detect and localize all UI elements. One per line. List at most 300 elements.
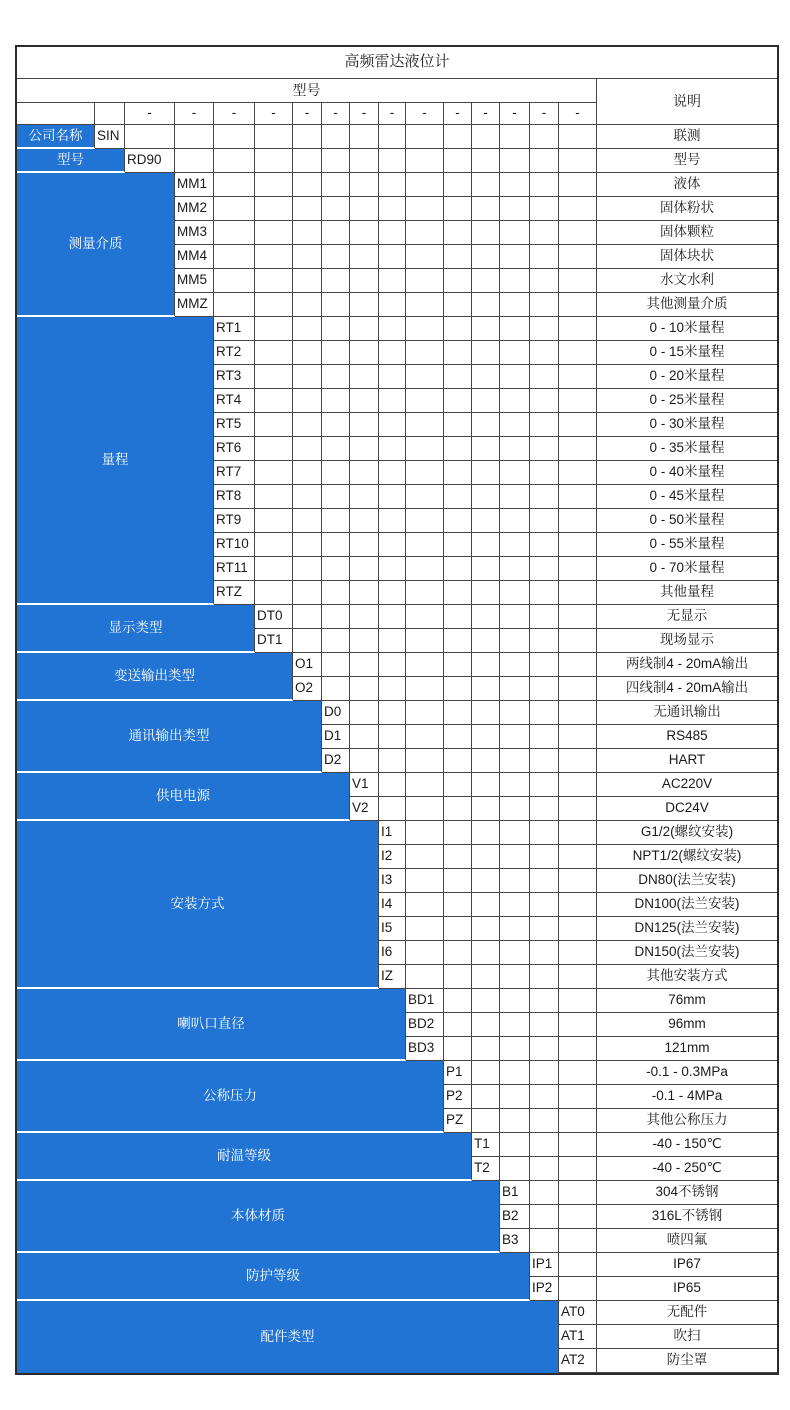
empty-grid-cell (530, 197, 559, 221)
empty-grid-cell (406, 725, 444, 749)
empty-grid-cell (293, 557, 322, 581)
code-cell: MM1 (175, 173, 214, 197)
empty-grid-cell (350, 317, 379, 341)
empty-grid-cell (500, 773, 530, 797)
empty-grid-cell (406, 365, 444, 389)
empty-grid-cell (444, 365, 472, 389)
code-cell: RT2 (214, 341, 255, 365)
empty-grid-cell (350, 293, 379, 317)
empty-grid-cell (559, 581, 597, 605)
empty-grid-cell (559, 413, 597, 437)
description-cell: 液体 (597, 173, 777, 197)
code-cell: D1 (322, 725, 350, 749)
empty-grid-cell (350, 701, 379, 725)
empty-grid-cell (559, 821, 597, 845)
empty-grid-cell (530, 125, 559, 149)
empty-grid-cell (559, 437, 597, 461)
empty-grid-cell (379, 509, 406, 533)
empty-grid-cell (500, 1037, 530, 1061)
description-cell: 四线制4 - 20mA输出 (597, 677, 777, 701)
empty-grid-cell (214, 197, 255, 221)
empty-grid-cell (322, 629, 350, 653)
description-cell: 无通讯输出 (597, 701, 777, 725)
empty-grid-cell (530, 965, 559, 989)
empty-grid-cell (500, 965, 530, 989)
description-cell: 76mm (597, 989, 777, 1013)
code-cell: BD2 (406, 1013, 444, 1037)
empty-grid-cell (350, 653, 379, 677)
table-row (17, 701, 777, 725)
empty-grid-cell (379, 125, 406, 149)
empty-grid-cell (293, 173, 322, 197)
separator-dash-cell: - (500, 103, 530, 125)
empty-grid-cell (472, 221, 500, 245)
empty-grid-cell (379, 365, 406, 389)
empty-grid-cell (444, 989, 472, 1013)
code-cell: V1 (350, 773, 379, 797)
empty-grid-cell (255, 581, 293, 605)
empty-grid-cell (530, 677, 559, 701)
empty-grid-cell (350, 581, 379, 605)
code-cell: I3 (379, 869, 406, 893)
empty-grid-cell (293, 125, 322, 149)
code-cell: RT4 (214, 389, 255, 413)
empty-grid-cell (175, 149, 214, 173)
empty-grid-cell (559, 509, 597, 533)
empty-grid-cell (293, 197, 322, 221)
empty-grid-cell (530, 1205, 559, 1229)
table-row (17, 1301, 777, 1325)
empty-grid-cell (559, 533, 597, 557)
empty-grid-cell (472, 749, 500, 773)
empty-grid-cell (350, 725, 379, 749)
empty-grid-cell (500, 1013, 530, 1037)
code-cell: RT1 (214, 317, 255, 341)
empty-grid-cell (472, 1061, 500, 1085)
empty-grid-cell (214, 293, 255, 317)
empty-grid-cell (500, 413, 530, 437)
empty-grid-cell (444, 1013, 472, 1037)
empty-grid-cell (500, 269, 530, 293)
empty-grid-cell (350, 557, 379, 581)
empty-grid-cell (559, 917, 597, 941)
empty-grid-cell (559, 317, 597, 341)
empty-grid-cell (350, 245, 379, 269)
code-cell: RT8 (214, 485, 255, 509)
code-cell: MMZ (175, 293, 214, 317)
empty-grid-cell (406, 197, 444, 221)
empty-grid-cell (322, 365, 350, 389)
description-cell: 喷四氟 (597, 1229, 777, 1253)
empty-grid-cell (530, 365, 559, 389)
empty-grid-cell (293, 605, 322, 629)
empty-grid-cell (322, 149, 350, 173)
category-label-cell: 测量介质 (17, 173, 175, 317)
description-cell: 吹扫 (597, 1325, 777, 1349)
code-cell: I6 (379, 941, 406, 965)
description-cell: 0 - 35米量程 (597, 437, 777, 461)
empty-grid-cell (444, 317, 472, 341)
empty-grid-cell (472, 677, 500, 701)
empty-grid-cell (322, 125, 350, 149)
description-cell: 两线制4 - 20mA输出 (597, 653, 777, 677)
code-cell: DT0 (255, 605, 293, 629)
empty-grid-cell (530, 1133, 559, 1157)
empty-grid-cell (500, 845, 530, 869)
empty-grid-cell (350, 677, 379, 701)
category-label-cell: 防护等级 (17, 1253, 530, 1301)
empty-grid-cell (500, 149, 530, 173)
empty-grid-cell (406, 605, 444, 629)
empty-grid-cell (406, 389, 444, 413)
empty-grid-cell (255, 293, 293, 317)
empty-grid-cell (530, 821, 559, 845)
empty-grid-cell (406, 821, 444, 845)
empty-grid-cell (444, 821, 472, 845)
code-cell: AT2 (559, 1349, 597, 1373)
empty-grid-cell (530, 941, 559, 965)
empty-grid-cell (379, 245, 406, 269)
empty-grid-cell (444, 461, 472, 485)
empty-grid-cell (255, 413, 293, 437)
separator-dash-cell: - (322, 103, 350, 125)
empty-grid-cell (125, 125, 175, 149)
code-cell: AT0 (559, 1301, 597, 1325)
code-cell: O1 (293, 653, 322, 677)
empty-grid-cell (472, 605, 500, 629)
empty-grid-cell (379, 269, 406, 293)
empty-grid-cell (472, 245, 500, 269)
empty-grid-cell (350, 221, 379, 245)
empty-grid-cell (379, 221, 406, 245)
empty-grid-cell (530, 149, 559, 173)
code-cell: PZ (444, 1109, 472, 1133)
empty-grid-cell (530, 509, 559, 533)
empty-grid-cell (444, 245, 472, 269)
empty-grid-cell (559, 677, 597, 701)
empty-grid-cell (406, 845, 444, 869)
empty-grid-cell (472, 557, 500, 581)
empty-grid-cell (406, 773, 444, 797)
empty-grid-cell (472, 269, 500, 293)
description-cell: 96mm (597, 1013, 777, 1037)
empty-grid-cell (500, 869, 530, 893)
empty-grid-cell (500, 941, 530, 965)
table-row (17, 1061, 777, 1085)
empty-grid-cell (350, 269, 379, 293)
empty-grid-cell (472, 653, 500, 677)
empty-grid-cell (406, 677, 444, 701)
empty-grid-cell (322, 413, 350, 437)
description-cell: 0 - 20米量程 (597, 365, 777, 389)
empty-grid-cell (379, 749, 406, 773)
empty-grid-cell (350, 461, 379, 485)
code-cell: MM4 (175, 245, 214, 269)
empty-grid-cell (350, 149, 379, 173)
empty-grid-cell (379, 533, 406, 557)
empty-grid-cell (322, 173, 350, 197)
category-label-cell: 公司名称 (17, 125, 95, 149)
separator-dash-cell: - (175, 103, 214, 125)
empty-grid-cell (444, 653, 472, 677)
empty-grid-cell (530, 1085, 559, 1109)
category-label-cell: 变送输出类型 (17, 653, 293, 701)
description-cell: 0 - 40米量程 (597, 461, 777, 485)
description-cell: 型号 (597, 149, 777, 173)
empty-grid-cell (530, 485, 559, 509)
empty-grid-cell (500, 677, 530, 701)
empty-grid-cell (350, 749, 379, 773)
empty-grid-cell (444, 389, 472, 413)
empty-grid-cell (406, 221, 444, 245)
empty-grid-cell (255, 341, 293, 365)
table-row (17, 773, 777, 797)
table-row (17, 989, 777, 1013)
empty-grid-cell (350, 533, 379, 557)
description-cell: 0 - 55米量程 (597, 533, 777, 557)
code-cell: P1 (444, 1061, 472, 1085)
empty-grid-cell (350, 629, 379, 653)
empty-grid-cell (293, 533, 322, 557)
code-cell: MM3 (175, 221, 214, 245)
empty-grid-cell (559, 1229, 597, 1253)
empty-grid-cell (406, 701, 444, 725)
empty-grid-cell (255, 389, 293, 413)
empty-grid-cell (500, 365, 530, 389)
empty-grid-cell (500, 653, 530, 677)
empty-grid-cell (379, 725, 406, 749)
empty-grid-cell (500, 557, 530, 581)
empty-grid-cell (500, 461, 530, 485)
code-cell: I4 (379, 893, 406, 917)
empty-grid-cell (214, 269, 255, 293)
empty-grid-cell (472, 437, 500, 461)
empty-grid-cell (293, 365, 322, 389)
table-row (17, 821, 777, 845)
empty-grid-cell (530, 389, 559, 413)
empty-grid-cell (444, 749, 472, 773)
empty-grid-cell (472, 173, 500, 197)
description-cell: HART (597, 749, 777, 773)
empty-grid-cell (472, 293, 500, 317)
code-cell: T1 (472, 1133, 500, 1157)
empty-grid-cell (444, 605, 472, 629)
empty-grid-cell (559, 701, 597, 725)
empty-grid-cell (379, 149, 406, 173)
empty-grid-cell (175, 125, 214, 149)
code-cell: D2 (322, 749, 350, 773)
code-cell: I5 (379, 917, 406, 941)
empty-grid-cell (472, 629, 500, 653)
empty-grid-cell (406, 485, 444, 509)
empty-grid-cell (444, 269, 472, 293)
empty-grid-cell (500, 293, 530, 317)
code-cell: B2 (500, 1205, 530, 1229)
table-row (17, 173, 777, 197)
empty-grid-cell (530, 1013, 559, 1037)
category-label-cell: 本体材质 (17, 1181, 500, 1253)
empty-grid-cell (500, 245, 530, 269)
empty-grid-cell (406, 629, 444, 653)
empty-grid-cell (444, 893, 472, 917)
empty-grid-cell (379, 653, 406, 677)
table-row (17, 1133, 777, 1157)
description-cell: 0 - 70米量程 (597, 557, 777, 581)
description-cell: -40 - 150℃ (597, 1133, 777, 1157)
empty-grid-cell (472, 941, 500, 965)
code-cell: RD90 (125, 149, 175, 173)
empty-grid-cell (379, 173, 406, 197)
empty-grid-cell (530, 749, 559, 773)
code-cell: I2 (379, 845, 406, 869)
separator-dash-cell: - (444, 103, 472, 125)
code-cell: O2 (293, 677, 322, 701)
empty-grid-cell (444, 677, 472, 701)
empty-grid-cell (444, 917, 472, 941)
empty-grid-cell (255, 365, 293, 389)
empty-grid-cell (214, 221, 255, 245)
empty-grid-cell (500, 893, 530, 917)
empty-grid-cell (559, 293, 597, 317)
empty-grid-cell (444, 437, 472, 461)
table-row (17, 125, 777, 149)
empty-grid-cell (444, 581, 472, 605)
empty-grid-cell (559, 869, 597, 893)
empty-grid-cell (293, 485, 322, 509)
description-cell: 现场显示 (597, 629, 777, 653)
empty-grid-cell (559, 941, 597, 965)
empty-grid-cell (500, 1157, 530, 1181)
empty-grid-cell (444, 293, 472, 317)
empty-grid-cell (530, 725, 559, 749)
empty-grid-cell (255, 149, 293, 173)
separator-dash-cell: - (559, 103, 597, 125)
empty-grid-cell (500, 533, 530, 557)
code-cell: IP1 (530, 1253, 559, 1277)
description-cell: DN80(法兰安装) (597, 869, 777, 893)
description-cell: -40 - 250℃ (597, 1157, 777, 1181)
empty-grid-cell (472, 125, 500, 149)
empty-grid-cell (472, 485, 500, 509)
empty-grid-cell (472, 1085, 500, 1109)
empty-grid-cell (530, 1229, 559, 1253)
empty-grid-cell (500, 485, 530, 509)
description-cell: 0 - 45米量程 (597, 485, 777, 509)
empty-grid-cell (293, 317, 322, 341)
empty-grid-cell (444, 125, 472, 149)
empty-grid-cell (406, 653, 444, 677)
empty-grid-cell (322, 269, 350, 293)
empty-grid-cell (444, 701, 472, 725)
empty-grid-cell (379, 485, 406, 509)
empty-grid-cell (530, 1061, 559, 1085)
empty-grid-cell (500, 221, 530, 245)
empty-grid-cell (559, 629, 597, 653)
empty-grid-cell (559, 365, 597, 389)
empty-grid-cell (559, 1277, 597, 1301)
empty-grid-cell (350, 197, 379, 221)
empty-grid-cell (530, 533, 559, 557)
empty-grid-cell (379, 197, 406, 221)
empty-grid-cell (559, 197, 597, 221)
code-cell: B3 (500, 1229, 530, 1253)
code-cell: RTZ (214, 581, 255, 605)
empty-grid-cell (472, 149, 500, 173)
empty-grid-cell (406, 245, 444, 269)
empty-grid-cell (472, 725, 500, 749)
empty-grid-cell (559, 269, 597, 293)
empty-grid-cell (472, 965, 500, 989)
description-cell: -0.1 - 4MPa (597, 1085, 777, 1109)
empty-grid-cell (530, 245, 559, 269)
empty-grid-cell (350, 389, 379, 413)
table-row (17, 653, 777, 677)
empty-grid-cell (322, 581, 350, 605)
empty-grid-cell (530, 773, 559, 797)
empty-grid-cell (559, 749, 597, 773)
code-cell: MM2 (175, 197, 214, 221)
empty-grid-cell (559, 773, 597, 797)
category-label-cell: 通讯输出类型 (17, 701, 322, 773)
empty-grid-cell (350, 413, 379, 437)
separator-dash-cell: - (214, 103, 255, 125)
empty-grid-cell (559, 341, 597, 365)
description-cell: 联测 (597, 125, 777, 149)
empty-grid-cell (322, 557, 350, 581)
empty-grid-cell (444, 845, 472, 869)
empty-grid-cell (559, 653, 597, 677)
description-cell: 其他量程 (597, 581, 777, 605)
empty-grid-cell (559, 557, 597, 581)
empty-grid-cell (255, 173, 293, 197)
empty-grid-cell (559, 389, 597, 413)
table-row (17, 149, 777, 173)
empty-grid-cell (444, 509, 472, 533)
empty-grid-cell (530, 461, 559, 485)
table-row (17, 605, 777, 629)
empty-grid-cell (379, 605, 406, 629)
category-label-cell: 配件类型 (17, 1301, 559, 1373)
empty-grid-cell (444, 173, 472, 197)
empty-grid-cell (322, 293, 350, 317)
code-cell: MM5 (175, 269, 214, 293)
empty-grid-cell (255, 437, 293, 461)
empty-grid-cell (500, 437, 530, 461)
empty-grid-cell (559, 1181, 597, 1205)
empty-grid-cell (293, 221, 322, 245)
empty-grid-cell (444, 221, 472, 245)
description-cell: 其他安装方式 (597, 965, 777, 989)
empty-grid-cell (500, 125, 530, 149)
code-cell: DT1 (255, 629, 293, 653)
empty-grid-cell (322, 509, 350, 533)
empty-grid-cell (472, 197, 500, 221)
empty-grid-cell (500, 509, 530, 533)
empty-grid-cell (559, 1205, 597, 1229)
empty-grid-cell (293, 629, 322, 653)
empty-grid-cell (406, 317, 444, 341)
title-row (17, 47, 777, 79)
empty-grid-cell (293, 581, 322, 605)
empty-grid-cell (255, 509, 293, 533)
separator-dash-cell: - (406, 103, 444, 125)
empty-grid-cell (406, 557, 444, 581)
empty-grid-cell (530, 869, 559, 893)
description-cell: 固体颗粒 (597, 221, 777, 245)
empty-grid-cell (406, 917, 444, 941)
empty-grid-cell (322, 437, 350, 461)
empty-grid-cell (350, 125, 379, 149)
